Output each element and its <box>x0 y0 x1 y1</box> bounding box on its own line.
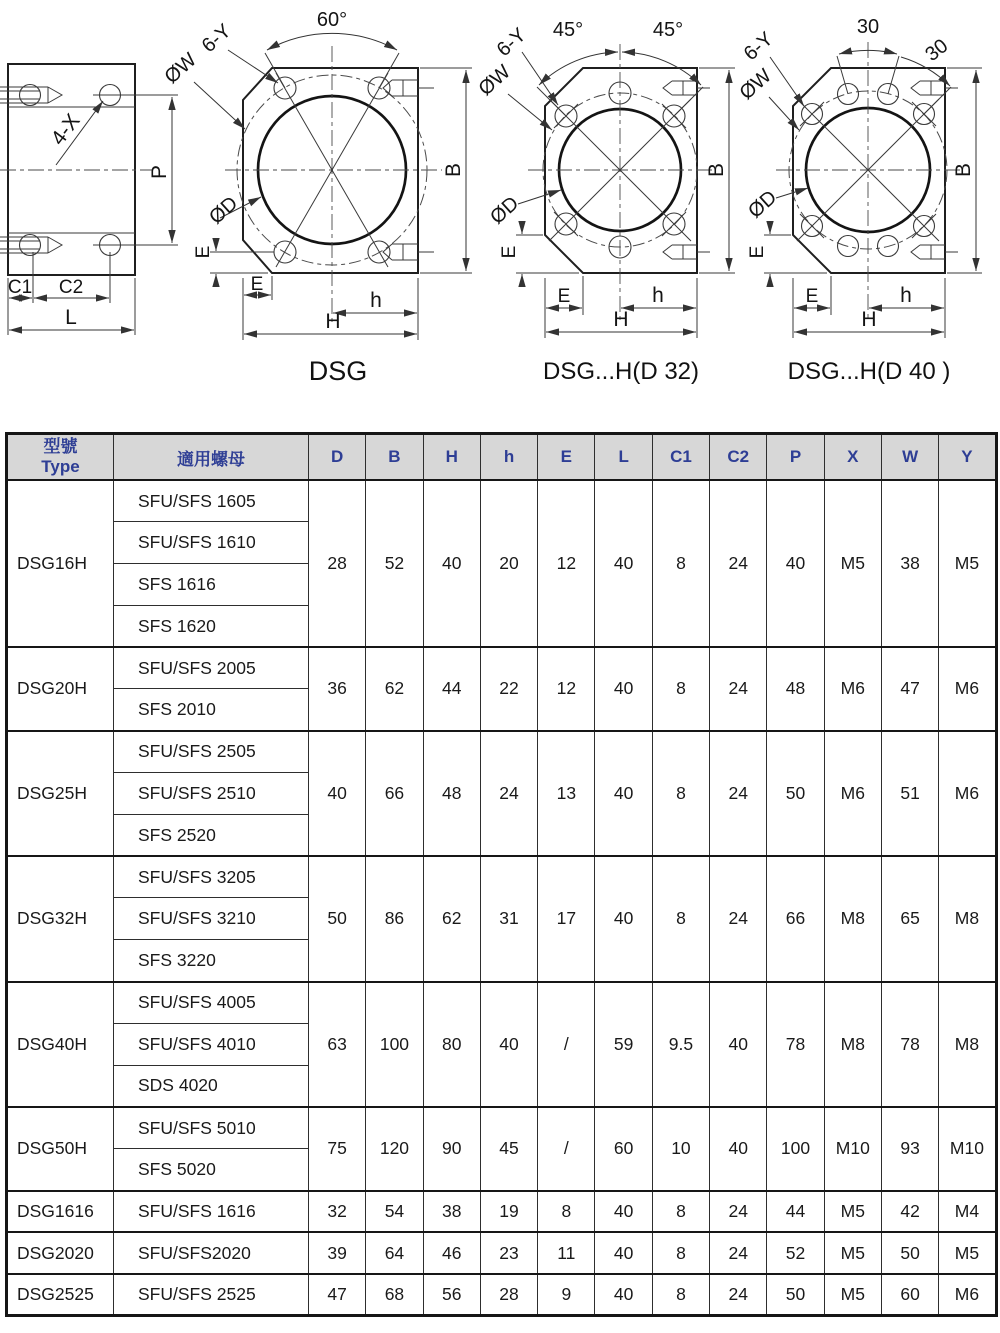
value-cell-E: 13 <box>538 731 595 856</box>
value-cell-H: 90 <box>423 1107 480 1191</box>
value-cell-C2: 24 <box>710 856 767 981</box>
header-dim-Y: Y <box>939 434 996 481</box>
header-dim-B: B <box>366 434 423 481</box>
spec-table-section <box>0 432 1000 1317</box>
value-cell-C2: 40 <box>710 982 767 1107</box>
value-cell-Y: M6 <box>939 1274 996 1316</box>
label-od: ØD <box>205 192 243 229</box>
value-cell-B: 120 <box>366 1107 423 1191</box>
table-row <box>7 1274 997 1316</box>
value-cell-L: 40 <box>595 647 652 731</box>
value-cell-C2: 24 <box>710 1191 767 1233</box>
value-cell-L: 40 <box>595 480 652 647</box>
value-cell-P: 78 <box>767 982 824 1107</box>
nut-cell: SFS 2010 <box>114 689 309 731</box>
drawing-dsg-h32 <box>475 19 735 385</box>
header-type-en: Type <box>41 457 80 476</box>
value-cell-D: 28 <box>309 480 366 647</box>
nut-cell: SFU/SFS 4005 <box>114 982 309 1024</box>
dim-h-full-32: H <box>613 308 629 331</box>
dim-angle-30-right: 30 <box>921 34 953 66</box>
value-cell-Y: M10 <box>939 1107 996 1191</box>
value-cell-P: 48 <box>767 647 824 731</box>
label-od-40: ØD <box>744 186 782 223</box>
value-cell-D: 75 <box>309 1107 366 1191</box>
nut-cell: SFS 5020 <box>114 1149 309 1191</box>
value-cell-B: 62 <box>366 647 423 731</box>
type-cell-DSG50H: DSG50H <box>7 1107 114 1191</box>
value-cell-Y: M4 <box>939 1191 996 1233</box>
dim-l: L <box>65 306 77 329</box>
dim-c1: C1 <box>7 277 33 298</box>
nut-cell: SDS 4020 <box>114 1065 309 1107</box>
value-cell-P: 40 <box>767 480 824 647</box>
value-cell-C1: 9.5 <box>652 982 709 1107</box>
value-cell-Y: M8 <box>939 856 996 981</box>
label-4x: 4-X <box>46 109 85 150</box>
value-cell-H: 46 <box>423 1232 480 1274</box>
value-cell-C1: 8 <box>652 856 709 981</box>
header-dim-H: H <box>423 434 480 481</box>
nut-cell: SFU/SFS 3205 <box>114 856 309 898</box>
value-cell-W: 60 <box>881 1274 938 1316</box>
header-dim-D: D <box>309 434 366 481</box>
dim-e-bottom: E <box>250 274 264 295</box>
header-dim-X: X <box>824 434 881 481</box>
value-cell-h: 24 <box>480 731 537 856</box>
value-cell-B: 100 <box>366 982 423 1107</box>
table-row <box>7 856 997 898</box>
dim-angle-45-left: 45° <box>552 19 584 41</box>
dim-b: B <box>442 162 465 178</box>
value-cell-E: / <box>538 1107 595 1191</box>
value-cell-W: 93 <box>881 1107 938 1191</box>
value-cell-C2: 24 <box>710 647 767 731</box>
label-ow-32: ØW <box>474 60 515 101</box>
value-cell-D: 40 <box>309 731 366 856</box>
value-cell-C2: 24 <box>710 731 767 856</box>
value-cell-C1: 8 <box>652 1274 709 1316</box>
dim-h-half-40: h <box>900 284 912 307</box>
value-cell-B: 54 <box>366 1191 423 1233</box>
value-cell-h: 20 <box>480 480 537 647</box>
header-nut: 適用螺母 <box>114 434 309 481</box>
header-type-zh: 型號 <box>43 437 78 457</box>
value-cell-C1: 8 <box>652 1232 709 1274</box>
value-cell-Y: M6 <box>939 647 996 731</box>
dim-b-32: B <box>705 162 728 178</box>
nut-cell: SFU/SFS 1616 <box>114 1191 309 1233</box>
type-cell-DSG32H: DSG32H <box>7 856 114 981</box>
table-row <box>7 647 997 689</box>
value-cell-B: 68 <box>366 1274 423 1316</box>
table-row <box>7 1107 997 1149</box>
value-cell-W: 38 <box>881 480 938 647</box>
value-cell-P: 50 <box>767 1274 824 1316</box>
nut-cell: SFU/SFS 2505 <box>114 731 309 773</box>
label-6y: 6-Y <box>197 19 236 58</box>
header-type <box>7 434 114 481</box>
value-cell-C2: 24 <box>710 480 767 647</box>
value-cell-D: 47 <box>309 1274 366 1316</box>
value-cell-B: 52 <box>366 480 423 647</box>
table-header-row <box>7 434 997 481</box>
dim-angle-60: 60° <box>316 9 348 31</box>
nut-cell: SFS 3220 <box>114 940 309 982</box>
value-cell-L: 59 <box>595 982 652 1107</box>
type-cell-DSG1616: DSG1616 <box>7 1191 114 1233</box>
value-cell-h: 45 <box>480 1107 537 1191</box>
header-dim-E: E <box>538 434 595 481</box>
table-row <box>7 480 997 522</box>
value-cell-H: 56 <box>423 1274 480 1316</box>
caption-dsg-h32: DSG...H(D 32) <box>542 358 700 385</box>
dim-e-bottom-40: E <box>805 286 819 307</box>
value-cell-X: M5 <box>824 1191 881 1233</box>
value-cell-C2: 24 <box>710 1232 767 1274</box>
dim-h-half-32: h <box>652 284 664 307</box>
value-cell-X: M5 <box>824 480 881 647</box>
dim-b-40: B <box>952 162 975 178</box>
value-cell-E: 12 <box>538 647 595 731</box>
dim-e-side-32: E <box>499 245 520 259</box>
header-dim-P: P <box>767 434 824 481</box>
value-cell-W: 51 <box>881 731 938 856</box>
nut-cell: SFU/SFS 2510 <box>114 773 309 815</box>
value-cell-X: M10 <box>824 1107 881 1191</box>
value-cell-X: M8 <box>824 856 881 981</box>
value-cell-Y: M5 <box>939 1232 996 1274</box>
value-cell-Y: M6 <box>939 731 996 856</box>
type-cell-DSG2020: DSG2020 <box>7 1232 114 1274</box>
value-cell-C1: 10 <box>652 1107 709 1191</box>
type-cell-DSG16H: DSG16H <box>7 480 114 647</box>
value-cell-X: M5 <box>824 1274 881 1316</box>
value-cell-h: 22 <box>480 647 537 731</box>
caption-dsg: DSG <box>308 356 368 386</box>
type-cell-DSG25H: DSG25H <box>7 731 114 856</box>
value-cell-H: 80 <box>423 982 480 1107</box>
value-cell-C1: 8 <box>652 647 709 731</box>
value-cell-D: 50 <box>309 856 366 981</box>
technical-drawings <box>0 0 1000 432</box>
value-cell-h: 23 <box>480 1232 537 1274</box>
value-cell-L: 40 <box>595 856 652 981</box>
value-cell-h: 19 <box>480 1191 537 1233</box>
value-cell-D: 63 <box>309 982 366 1107</box>
nut-cell: SFU/SFS 1605 <box>114 480 309 522</box>
value-cell-E: 9 <box>538 1274 595 1316</box>
drawing-dsg <box>161 9 472 386</box>
value-cell-B: 66 <box>366 731 423 856</box>
caption-dsg-h40: DSG...H(D 40 ) <box>787 358 951 385</box>
value-cell-Y: M8 <box>939 982 996 1107</box>
value-cell-L: 60 <box>595 1107 652 1191</box>
value-cell-D: 39 <box>309 1232 366 1274</box>
value-cell-h: 31 <box>480 856 537 981</box>
value-cell-X: M8 <box>824 982 881 1107</box>
value-cell-X: M5 <box>824 1232 881 1274</box>
value-cell-C2: 40 <box>710 1107 767 1191</box>
label-od-32: ØD <box>486 192 524 229</box>
nut-cell: SFU/SFS 2525 <box>114 1274 309 1316</box>
value-cell-H: 38 <box>423 1191 480 1233</box>
nut-cell: SFS 1616 <box>114 564 309 606</box>
value-cell-P: 100 <box>767 1107 824 1191</box>
value-cell-E: 17 <box>538 856 595 981</box>
table-row <box>7 1232 997 1274</box>
type-cell-DSG40H: DSG40H <box>7 982 114 1107</box>
value-cell-H: 44 <box>423 647 480 731</box>
value-cell-X: M6 <box>824 647 881 731</box>
value-cell-H: 62 <box>423 856 480 981</box>
dim-c2: C2 <box>58 277 84 298</box>
dim-h-full: H <box>325 310 341 333</box>
label-6y-40: 6-Y <box>739 27 778 66</box>
value-cell-h: 40 <box>480 982 537 1107</box>
value-cell-h: 28 <box>480 1274 537 1316</box>
nut-cell: SFS 1620 <box>114 605 309 647</box>
value-cell-E: 11 <box>538 1232 595 1274</box>
nut-cell: SFU/SFS 3210 <box>114 898 309 940</box>
value-cell-L: 40 <box>595 1191 652 1233</box>
value-cell-C2: 24 <box>710 1274 767 1316</box>
header-dim-h: h <box>480 434 537 481</box>
drawing-side-view <box>0 64 178 335</box>
label-ow-40: ØW <box>735 64 776 105</box>
nut-cell: SFU/SFS 4010 <box>114 1023 309 1065</box>
value-cell-E: 8 <box>538 1191 595 1233</box>
value-cell-C1: 8 <box>652 731 709 856</box>
drawing-dsg-h40 <box>736 16 982 385</box>
nut-cell: SFU/SFS 1610 <box>114 522 309 564</box>
value-cell-W: 42 <box>881 1191 938 1233</box>
value-cell-D: 32 <box>309 1191 366 1233</box>
nut-cell: SFU/SFS2020 <box>114 1232 309 1274</box>
label-6y-32: 6-Y <box>492 23 531 62</box>
value-cell-C1: 8 <box>652 480 709 647</box>
header-dim-C2: C2 <box>710 434 767 481</box>
value-cell-B: 86 <box>366 856 423 981</box>
dim-e-side: E <box>193 245 214 259</box>
value-cell-W: 50 <box>881 1232 938 1274</box>
value-cell-C1: 8 <box>652 1191 709 1233</box>
type-cell-DSG20H: DSG20H <box>7 647 114 731</box>
dim-e-bottom-32: E <box>557 286 571 307</box>
value-cell-X: M6 <box>824 731 881 856</box>
value-cell-E: / <box>538 982 595 1107</box>
value-cell-W: 47 <box>881 647 938 731</box>
value-cell-W: 78 <box>881 982 938 1107</box>
value-cell-L: 40 <box>595 731 652 856</box>
dim-h-full-40: H <box>861 308 877 331</box>
type-cell-DSG2525: DSG2525 <box>7 1274 114 1316</box>
value-cell-P: 44 <box>767 1191 824 1233</box>
nut-cell: SFU/SFS 5010 <box>114 1107 309 1149</box>
label-ow: ØW <box>160 48 201 89</box>
value-cell-L: 40 <box>595 1232 652 1274</box>
spec-table-body <box>7 480 997 1316</box>
value-cell-L: 40 <box>595 1274 652 1316</box>
dim-angle-30-top: 30 <box>856 16 880 38</box>
nut-cell: SFU/SFS 2005 <box>114 647 309 689</box>
spec-table <box>5 432 998 1317</box>
table-row <box>7 731 997 773</box>
table-row <box>7 1191 997 1233</box>
value-cell-P: 52 <box>767 1232 824 1274</box>
value-cell-W: 65 <box>881 856 938 981</box>
value-cell-Y: M5 <box>939 480 996 647</box>
value-cell-P: 66 <box>767 856 824 981</box>
value-cell-P: 50 <box>767 731 824 856</box>
header-dim-C1: C1 <box>652 434 709 481</box>
header-dim-L: L <box>595 434 652 481</box>
value-cell-B: 64 <box>366 1232 423 1274</box>
value-cell-D: 36 <box>309 647 366 731</box>
dim-p: P <box>148 164 171 180</box>
value-cell-H: 48 <box>423 731 480 856</box>
value-cell-H: 40 <box>423 480 480 647</box>
dim-e-side-40: E <box>747 245 768 259</box>
dim-angle-45-right: 45° <box>652 19 684 41</box>
table-row <box>7 982 997 1024</box>
dim-h-half: h <box>370 289 382 312</box>
header-dim-W: W <box>881 434 938 481</box>
value-cell-E: 12 <box>538 480 595 647</box>
nut-cell: SFS 2520 <box>114 814 309 856</box>
